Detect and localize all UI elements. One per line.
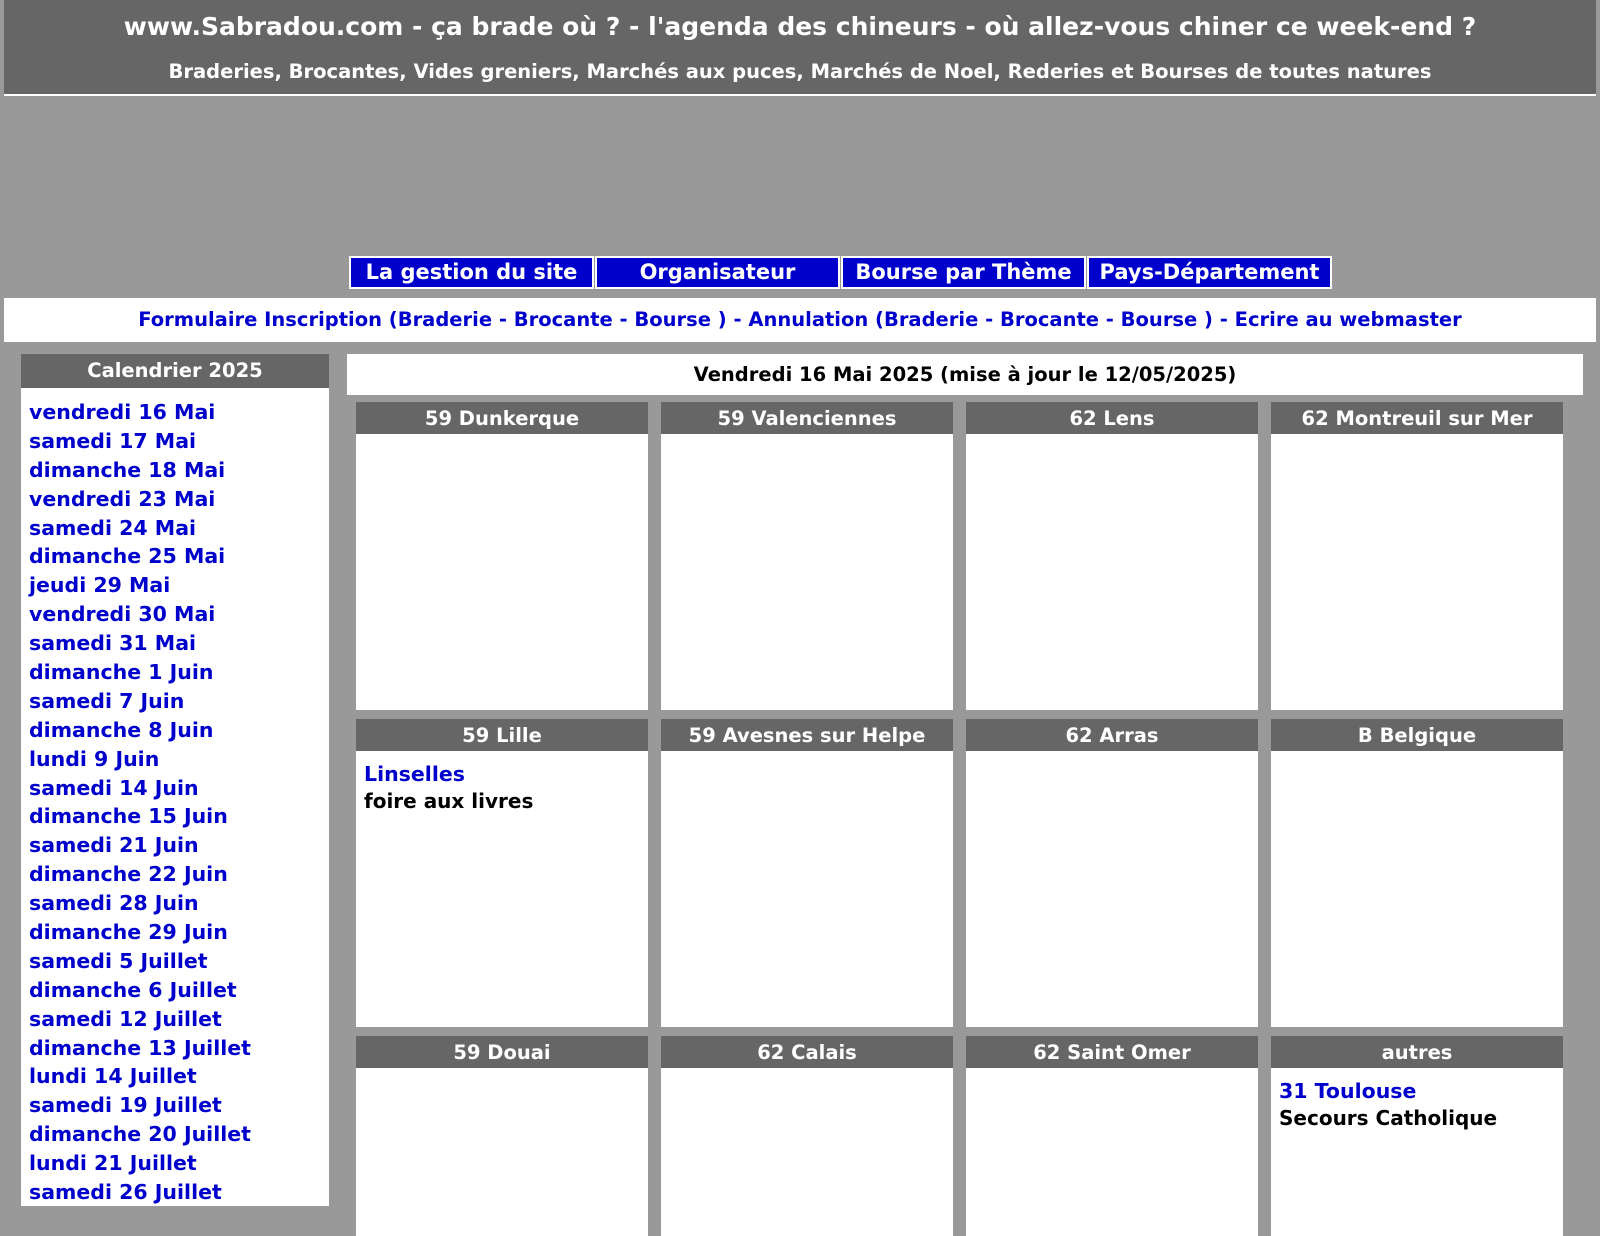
region-cell	[661, 719, 953, 1027]
region-header: 62 Arras	[966, 719, 1258, 751]
calendar-date-link[interactable]: samedi 14 Juin	[29, 775, 199, 800]
current-date-title: Vendredi 16 Mai 2025 (mise à jour le 12/05/2025)	[347, 354, 1583, 395]
calendar-date-list	[21, 388, 329, 1207]
region-cell	[1271, 402, 1563, 710]
site-title: www.Sabradou.com - ça brade où ? - l'agenda des chineurs - où allez-vous chiner ce week-end ?	[123, 12, 1477, 41]
site-header	[4, 0, 1596, 96]
annulation-link[interactable]: Annulation (Braderie - Brocante - Bourse )	[748, 308, 1213, 331]
calendar-date-link[interactable]: samedi 24 Mai	[29, 515, 197, 540]
calendar-date-link[interactable]: dimanche 20 Juillet	[29, 1122, 251, 1147]
nav-pays-departement-button[interactable]: Pays-Département	[1087, 256, 1332, 289]
calendar-title: Calendrier 2025	[21, 354, 329, 388]
region-cell	[966, 402, 1258, 710]
event-entry	[1271, 1068, 1563, 1132]
link-separator: -	[726, 308, 749, 331]
calendar-date-link[interactable]: samedi 7 Juin	[29, 688, 185, 713]
link-bar	[4, 298, 1596, 342]
calendar-date-link[interactable]: dimanche 15 Juin	[29, 804, 228, 829]
region-cell	[966, 1036, 1258, 1236]
calendar-date-link[interactable]: samedi 28 Juin	[29, 891, 199, 916]
calendar-date-link[interactable]: dimanche 18 Mai	[29, 457, 226, 482]
calendar-date-link[interactable]: samedi 26 Juillet	[29, 1180, 222, 1205]
event-entry	[356, 751, 648, 815]
calendar-date-link[interactable]: vendredi 23 Mai	[29, 486, 216, 511]
region-header: 59 Dunkerque	[356, 402, 648, 434]
region-header: 62 Montreuil sur Mer	[1271, 402, 1563, 434]
calendar-sidebar	[21, 354, 329, 1206]
calendar-date-link[interactable]: lundi 21 Juillet	[29, 1151, 197, 1176]
calendar-date-link[interactable]: samedi 17 Mai	[29, 428, 197, 453]
calendar-date-link[interactable]: samedi 31 Mai	[29, 631, 197, 656]
region-cell	[1271, 1036, 1563, 1236]
region-header: 59 Avesnes sur Helpe	[661, 719, 953, 751]
nav-organisateur-button[interactable]: Organisateur	[595, 256, 840, 289]
calendar-date-link[interactable]: vendredi 30 Mai	[29, 602, 216, 627]
region-header: 62 Calais	[661, 1036, 953, 1068]
calendar-date-link[interactable]: jeudi 29 Mai	[29, 573, 171, 598]
calendar-date-link[interactable]: lundi 14 Juillet	[29, 1064, 197, 1089]
region-header: 62 Saint Omer	[966, 1036, 1258, 1068]
region-cell	[966, 719, 1258, 1027]
region-header: autres	[1271, 1036, 1563, 1068]
calendar-date-link[interactable]: dimanche 29 Juin	[29, 920, 228, 945]
calendar-date-link[interactable]: vendredi 16 Mai	[29, 400, 216, 424]
region-cell	[1271, 719, 1563, 1027]
webmaster-link[interactable]: Ecrire au webmaster	[1234, 308, 1462, 331]
region-cell	[356, 402, 648, 710]
calendar-date-link[interactable]: dimanche 22 Juin	[29, 862, 228, 887]
event-city-link[interactable]: 31 Toulouse	[1279, 1079, 1417, 1103]
calendar-date-link[interactable]: dimanche 6 Juillet	[29, 977, 237, 1002]
calendar-date-link[interactable]: dimanche 25 Mai	[29, 544, 226, 569]
event-city-link[interactable]: Linselles	[364, 762, 465, 786]
main-nav	[349, 256, 1333, 292]
calendar-date-link[interactable]: lundi 9 Juin	[29, 746, 160, 771]
region-cell	[356, 719, 648, 1027]
region-header: 59 Lille	[356, 719, 648, 751]
inscription-link[interactable]: Formulaire Inscription (Braderie - Brocante - Bourse )	[138, 308, 727, 331]
calendar-date-link[interactable]: samedi 5 Juillet	[29, 948, 208, 973]
region-cell	[661, 1036, 953, 1236]
calendar-date-link[interactable]: samedi 19 Juillet	[29, 1093, 222, 1118]
event-description: Secours Catholique	[1279, 1106, 1498, 1130]
calendar-date-link[interactable]: dimanche 13 Juillet	[29, 1035, 251, 1060]
region-header: 59 Valenciennes	[661, 402, 953, 434]
link-separator: -	[1212, 308, 1235, 331]
calendar-date-link[interactable]: samedi 12 Juillet	[29, 1006, 222, 1031]
calendar-date-link[interactable]: samedi 21 Juin	[29, 833, 199, 858]
event-description: foire aux livres	[364, 789, 534, 813]
nav-bourse-theme-button[interactable]: Bourse par Thème	[841, 256, 1086, 289]
region-header: 62 Lens	[966, 402, 1258, 434]
calendar-date-link[interactable]: dimanche 8 Juin	[29, 717, 214, 742]
site-subtitle: Braderies, Brocantes, Vides greniers, Marchés aux puces, Marchés de Noel, Rederies et Bourses de toutes natures	[168, 60, 1432, 83]
region-cell	[356, 1036, 648, 1236]
region-cell	[661, 402, 953, 710]
page-frame	[4, 0, 1596, 1206]
region-header: 59 Douai	[356, 1036, 648, 1068]
calendar-date-link[interactable]: dimanche 1 Juin	[29, 660, 214, 685]
region-header: B Belgique	[1271, 719, 1563, 751]
nav-gestion-site-button[interactable]: La gestion du site	[349, 256, 594, 289]
